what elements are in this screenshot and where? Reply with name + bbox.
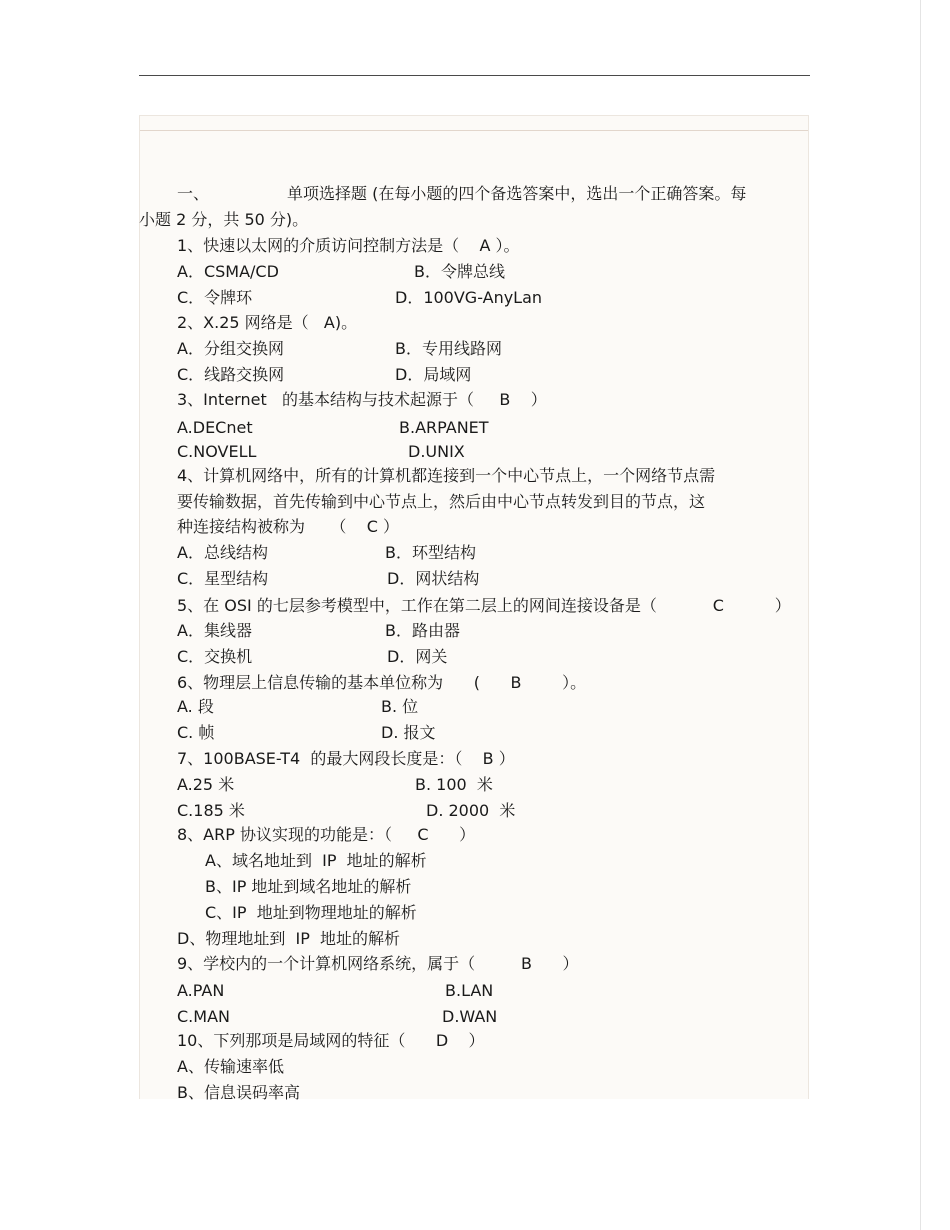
option: A.PAN bbox=[177, 981, 225, 1000]
question-stem: 10、下列那项是局域网的特征（ D ） bbox=[177, 1031, 485, 1050]
option: D．网关 bbox=[387, 647, 448, 666]
option: D．100VG-AnyLan bbox=[395, 288, 543, 307]
option: D. 报文 bbox=[381, 723, 436, 742]
option: A、传输速率低 bbox=[177, 1057, 284, 1076]
option: C.NOVELL bbox=[177, 442, 257, 461]
section-title: 单项选择题 (在每小题的四个备选答案中，选出一个正确答案。每 bbox=[287, 184, 747, 203]
scrollbar-track[interactable] bbox=[920, 0, 921, 1230]
option: B．环型结构 bbox=[385, 543, 476, 562]
option: D、物理地址到 IP 地址的解析 bbox=[177, 929, 401, 948]
option: A．CSMA/CD bbox=[177, 262, 279, 281]
option: B、信息误码率高 bbox=[177, 1083, 300, 1102]
option: B.LAN bbox=[445, 981, 494, 1000]
option: A．总线结构 bbox=[177, 543, 268, 562]
option: C．线路交换网 bbox=[177, 365, 285, 384]
option: C．星型结构 bbox=[177, 569, 269, 588]
option: C. 帧 bbox=[177, 723, 215, 742]
question-stem: 7、100BASE-T4 的最大网段长度是：（ B ） bbox=[177, 749, 515, 768]
panel-header-band bbox=[140, 116, 808, 131]
option: D.WAN bbox=[442, 1007, 498, 1026]
option: B．令牌总线 bbox=[414, 262, 505, 281]
option: B.ARPANET bbox=[399, 418, 489, 437]
option: A. 段 bbox=[177, 697, 214, 716]
option: B、IP 地址到域名地址的解析 bbox=[205, 877, 412, 896]
option: A．分组交换网 bbox=[177, 339, 284, 358]
question-stem: 8、ARP 协议实现的功能是：（ C ） bbox=[177, 825, 476, 844]
option: A.25 米 bbox=[177, 775, 235, 794]
question-stem: 2、X.25 网络是（ A)。 bbox=[177, 313, 358, 332]
section-number: 一、 bbox=[177, 184, 210, 203]
option: C.MAN bbox=[177, 1007, 230, 1026]
section-title-cont: 小题 2 分，共 50 分)。 bbox=[139, 210, 309, 229]
option: A.DECnet bbox=[177, 418, 253, 437]
question-stem: 5、在 OSI 的七层参考模型中，工作在第二层上的网间连接设备是（ C ） bbox=[177, 596, 791, 615]
question-stem: 4、计算机网络中，所有的计算机都连接到一个中心节点上，一个网络节点需 bbox=[177, 466, 716, 485]
question-stem: 1、快速以太网的介质访问控制方法是（ A ）。 bbox=[177, 236, 520, 255]
option: C.185 米 bbox=[177, 801, 245, 820]
option: D.UNIX bbox=[408, 442, 465, 461]
question-stem: 6、物理层上信息传输的基本单位称为 ( B ）。 bbox=[177, 673, 587, 692]
question-stem: 9、学校内的一个计算机网络系统，属于（ B ） bbox=[177, 954, 579, 973]
option: D．局域网 bbox=[395, 365, 472, 384]
question-stem: 3、Internet 的基本结构与技术起源于（ B ） bbox=[177, 390, 547, 409]
option: B. 100 米 bbox=[415, 775, 493, 794]
option: B. 位 bbox=[381, 697, 419, 716]
option: B．专用线路网 bbox=[395, 339, 502, 358]
question-stem-cont: 种连接结构被称为 （ C ） bbox=[177, 517, 400, 536]
header-divider bbox=[139, 75, 810, 76]
option: C．令牌环 bbox=[177, 288, 253, 307]
option: B．路由器 bbox=[385, 621, 460, 640]
option: A、域名地址到 IP 地址的解析 bbox=[205, 851, 427, 870]
question-stem-cont: 要传输数据，首先传输到中心节点上，然后由中心节点转发到目的节点，这 bbox=[177, 492, 706, 511]
option: C、IP 地址到物理地址的解析 bbox=[205, 903, 417, 922]
option: A．集线器 bbox=[177, 621, 252, 640]
option: D. 2000 米 bbox=[426, 801, 516, 820]
option: C．交换机 bbox=[177, 647, 253, 666]
option: D．网状结构 bbox=[387, 569, 480, 588]
